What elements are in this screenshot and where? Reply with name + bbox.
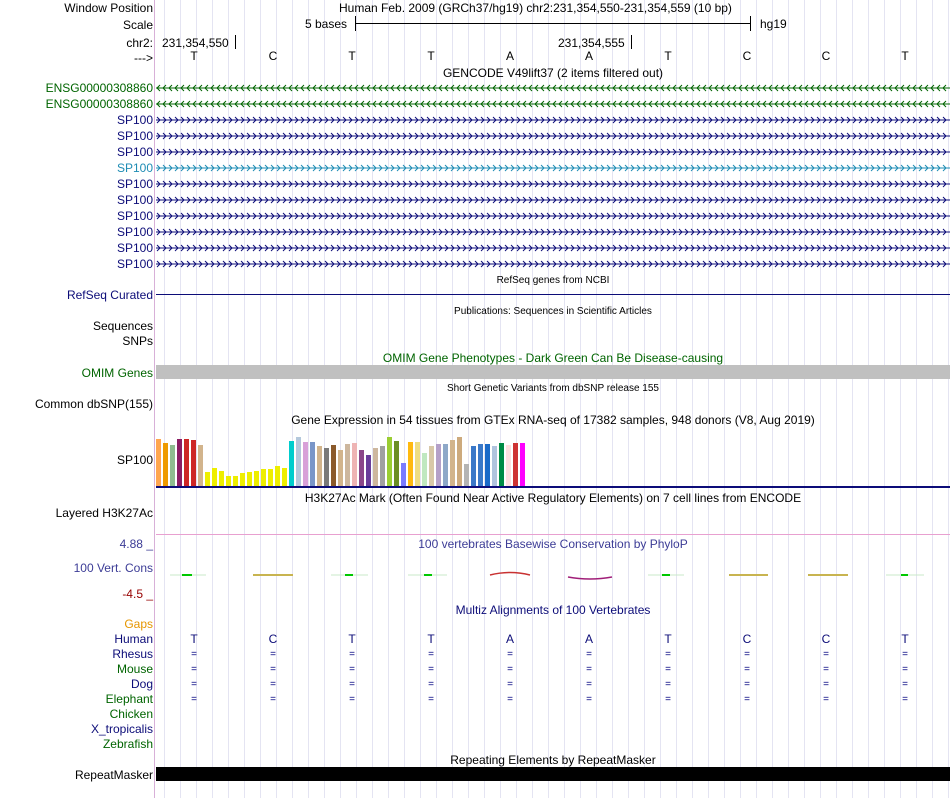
alignment-match: = xyxy=(270,694,276,705)
gencode-item-label[interactable]: SP100 xyxy=(116,113,153,127)
human-base: C xyxy=(742,632,752,646)
gtex-tissue-bar[interactable] xyxy=(247,472,252,486)
h3k27ac-baseline xyxy=(156,534,950,535)
human-base: C xyxy=(821,632,831,646)
coord-left: 231,354,550 xyxy=(162,36,229,50)
phylop-min: -4.5 _ xyxy=(122,587,153,601)
gtex-tissue-bar[interactable] xyxy=(205,472,210,486)
gencode-item-line[interactable] xyxy=(156,195,950,205)
alignment-match: = xyxy=(270,664,276,675)
gencode-item-line[interactable] xyxy=(156,83,950,93)
gtex-tissue-bar[interactable] xyxy=(492,446,497,486)
scale-bar-right-tick xyxy=(750,16,751,31)
alignment-match: = xyxy=(349,679,355,690)
alignment-match: = xyxy=(507,664,513,675)
gencode-item-label[interactable]: SP100 xyxy=(116,177,153,191)
gtex-tissue-bar[interactable] xyxy=(464,464,469,486)
gtex-tissue-bar[interactable] xyxy=(506,445,511,486)
scale-label: Scale xyxy=(122,18,153,32)
gtex-tissue-bar[interactable] xyxy=(408,442,413,486)
gtex-tissue-bar[interactable] xyxy=(401,463,406,486)
alignment-match: = xyxy=(349,664,355,675)
alignment-match: = xyxy=(744,649,750,660)
base-letter: C xyxy=(742,49,752,63)
gtex-tissue-bar[interactable] xyxy=(443,444,448,486)
alignment-match: = xyxy=(428,694,434,705)
base-letter: A xyxy=(584,49,593,63)
gtex-tissue-bar[interactable] xyxy=(520,443,525,486)
base-letter: T xyxy=(348,49,356,63)
species-label[interactable]: Elephant xyxy=(105,692,153,706)
alignment-match: = xyxy=(902,679,908,690)
species-label[interactable]: Dog xyxy=(130,677,153,691)
alignment-match: = xyxy=(349,694,355,705)
alignment-match: = xyxy=(428,664,434,675)
gtex-tissue-bar[interactable] xyxy=(485,444,490,486)
gtex-tissue-bar[interactable] xyxy=(289,441,294,486)
alignment-match: = xyxy=(744,694,750,705)
h3k27ac-title: H3K27Ac Mark (Often Found Near Active Regulatory Elements) on 7 cell lines from ENCODE xyxy=(304,491,802,505)
base-letter: T xyxy=(427,49,435,63)
phylop-label[interactable]: 100 Vert. Cons xyxy=(73,561,153,575)
gtex-tissue-bar[interactable] xyxy=(219,471,224,486)
gencode-item-line[interactable] xyxy=(156,115,950,125)
gtex-tissue-bar[interactable] xyxy=(240,473,245,486)
gtex-tissue-bar[interactable] xyxy=(366,455,371,486)
publications-title: Publications: Sequences in Scientific Articles xyxy=(454,306,652,317)
gencode-item-line[interactable] xyxy=(156,163,950,173)
gtex-tissue-bar[interactable] xyxy=(429,446,434,486)
sequences-label[interactable]: Sequences xyxy=(92,319,153,333)
gtex-tissue-bar[interactable] xyxy=(317,446,322,486)
repeatmasker-title: Repeating Elements by RepeatMasker xyxy=(450,753,656,767)
assembly-position: Human Feb. 2009 (GRCh37/hg19) chr2:231,354,550-231,354,559 (10 bp) xyxy=(339,1,732,15)
gencode-item-line[interactable] xyxy=(156,211,950,221)
gtex-tissue-bar[interactable] xyxy=(198,445,203,486)
gencode-item-label[interactable]: SP100 xyxy=(116,145,153,159)
refseq-gene-line[interactable] xyxy=(156,294,950,295)
gtex-tissue-bar[interactable] xyxy=(422,453,427,486)
alignment-match: = xyxy=(665,664,671,675)
gtex-tissue-bar[interactable] xyxy=(310,442,315,486)
gtex-tissue-bar[interactable] xyxy=(359,450,364,486)
alignment-match: = xyxy=(270,649,276,660)
gtex-tissue-bar[interactable] xyxy=(457,437,462,486)
dbsnp-title: Short Genetic Variants from dbSNP release 155 xyxy=(447,383,659,394)
alignment-match: = xyxy=(744,664,750,675)
alignment-match: = xyxy=(586,694,592,705)
gtex-tissue-bar[interactable] xyxy=(261,469,266,486)
alignment-match: = xyxy=(902,649,908,660)
gencode-item-label[interactable]: SP100 xyxy=(116,193,153,207)
gtex-tissue-bar[interactable] xyxy=(296,437,301,486)
coord-left-tick xyxy=(235,35,236,49)
gtex-tissue-bar[interactable] xyxy=(254,471,259,486)
multiz-title: Multiz Alignments of 100 Vertebrates xyxy=(455,603,651,617)
alignment-match: = xyxy=(191,679,197,690)
gtex-title: Gene Expression in 54 tissues from GTEx RNA-seq of 17382 samples, 948 donors (V8, Aug 2019) xyxy=(291,413,815,427)
species-label[interactable]: X_tropicalis xyxy=(90,722,153,736)
gtex-tissue-bar[interactable] xyxy=(338,450,343,486)
scale-db: hg19 xyxy=(760,17,787,31)
gtex-tissue-bar[interactable] xyxy=(352,443,357,486)
gtex-tissue-bar[interactable] xyxy=(184,439,189,486)
label-gutter-divider xyxy=(154,0,155,798)
omim-gene-block[interactable] xyxy=(156,365,950,379)
species-label[interactable]: Mouse xyxy=(116,662,153,676)
alignment-match: = xyxy=(823,649,829,660)
gencode-item-label[interactable]: SP100 xyxy=(116,241,153,255)
human-base: C xyxy=(268,632,278,646)
gtex-tissue-bar[interactable] xyxy=(373,448,378,486)
species-label[interactable]: Chicken xyxy=(109,707,153,721)
gencode-item-label[interactable]: SP100 xyxy=(116,209,153,223)
human-base: T xyxy=(190,632,198,646)
gtex-tissue-bar[interactable] xyxy=(303,442,308,486)
gtex-tissue-bar[interactable] xyxy=(471,446,476,486)
alignment-match: = xyxy=(349,649,355,660)
gtex-tissue-bar[interactable] xyxy=(450,440,455,486)
alignment-match: = xyxy=(191,649,197,660)
gtex-tissue-bar[interactable] xyxy=(170,445,175,486)
window-position-label: Window Position xyxy=(64,1,153,15)
gtex-tissue-bar[interactable] xyxy=(226,476,231,486)
species-label[interactable]: Rhesus xyxy=(112,647,153,661)
gencode-item-line[interactable] xyxy=(156,147,950,157)
phylop-max: 4.88 _ xyxy=(119,537,153,551)
alignment-match: = xyxy=(744,679,750,690)
phylop-wiggle[interactable] xyxy=(156,565,950,585)
alignment-match: = xyxy=(507,694,513,705)
human-base: A xyxy=(584,632,593,646)
alignment-match: = xyxy=(823,694,829,705)
base-letter: T xyxy=(664,49,672,63)
alignment-match: = xyxy=(507,679,513,690)
gtex-tissue-bar[interactable] xyxy=(513,443,518,486)
species-label[interactable]: Human xyxy=(114,632,153,646)
human-base: T xyxy=(348,632,356,646)
base-letter: C xyxy=(268,49,278,63)
gtex-tissue-bar[interactable] xyxy=(282,468,287,486)
gtex-bar-chart[interactable] xyxy=(156,430,950,486)
human-base: T xyxy=(664,632,672,646)
refseq-title: RefSeq genes from NCBI xyxy=(496,275,610,286)
alignment-match: = xyxy=(586,679,592,690)
alignment-match: = xyxy=(428,679,434,690)
repeatmasker-label[interactable]: RepeatMasker xyxy=(74,768,153,782)
gencode-item-label[interactable]: SP100 xyxy=(116,225,153,239)
species-label[interactable]: Zebrafish xyxy=(102,737,153,751)
human-base: T xyxy=(901,632,909,646)
scale-text: 5 bases xyxy=(305,17,348,31)
gtex-gene-line xyxy=(156,486,950,488)
alignment-match: = xyxy=(586,649,592,660)
gtex-tissue-bar[interactable] xyxy=(275,466,280,486)
gencode-item-label[interactable]: SP100 xyxy=(116,257,153,271)
dbsnp-label[interactable]: Common dbSNP(155) xyxy=(34,397,153,411)
alignment-match: = xyxy=(191,664,197,675)
scale-bar xyxy=(355,23,751,24)
chrom-label: chr2: xyxy=(126,36,153,50)
human-base: T xyxy=(427,632,435,646)
gtex-tissue-bar[interactable] xyxy=(499,443,504,486)
gtex-tissue-bar[interactable] xyxy=(387,437,392,486)
gtex-tissue-bar[interactable] xyxy=(345,444,350,486)
gaps-label[interactable]: Gaps xyxy=(124,617,153,631)
gencode-item-label[interactable]: SP100 xyxy=(116,129,153,143)
gtex-tissue-bar[interactable] xyxy=(163,443,168,486)
gtex-tissue-bar[interactable] xyxy=(331,445,336,486)
alignment-match: = xyxy=(823,664,829,675)
alignment-match: = xyxy=(665,694,671,705)
repeatmasker-element[interactable] xyxy=(156,767,950,781)
gtex-tissue-bar[interactable] xyxy=(268,469,273,486)
gtex-tissue-bar[interactable] xyxy=(156,439,161,486)
coord-mid-tick xyxy=(631,35,632,49)
alignment-match: = xyxy=(270,679,276,690)
gtex-tissue-bar[interactable] xyxy=(478,444,483,486)
gencode-item-line[interactable] xyxy=(156,227,950,237)
base-letter: A xyxy=(505,49,514,63)
snps-label[interactable]: SNPs xyxy=(122,334,153,348)
gtex-tissue-bar[interactable] xyxy=(436,444,441,486)
h3k27ac-label[interactable]: Layered H3K27Ac xyxy=(55,506,153,520)
alignment-match: = xyxy=(902,664,908,675)
strand-label: ---> xyxy=(134,51,153,65)
gencode-title: GENCODE V49lift37 (2 items filtered out) xyxy=(442,66,664,80)
alignment-match: = xyxy=(586,664,592,675)
gtex-tissue-bar[interactable] xyxy=(191,440,196,486)
human-base: A xyxy=(505,632,514,646)
alignment-match: = xyxy=(665,649,671,660)
gtex-tissue-bar[interactable] xyxy=(415,442,420,486)
gtex-tissue-bar[interactable] xyxy=(394,441,399,486)
gtex-tissue-bar[interactable] xyxy=(380,446,385,486)
alignment-match: = xyxy=(823,679,829,690)
gtex-tissue-bar[interactable] xyxy=(233,476,238,486)
gtex-tissue-bar[interactable] xyxy=(212,468,217,486)
gencode-item-line[interactable] xyxy=(156,243,950,253)
alignment-match: = xyxy=(507,649,513,660)
gencode-item-line[interactable] xyxy=(156,259,950,269)
gencode-item-label[interactable]: ENSG00000308860 xyxy=(45,81,153,95)
coord-mid: 231,354,555 xyxy=(558,36,625,50)
gencode-item-label[interactable]: ENSG00000308860 xyxy=(45,97,153,111)
gencode-item-line[interactable] xyxy=(156,131,950,141)
gencode-item-line[interactable] xyxy=(156,179,950,189)
alignment-match: = xyxy=(902,694,908,705)
alignment-match: = xyxy=(665,679,671,690)
omim-title: OMIM Gene Phenotypes - Dark Green Can Be Disease-causing xyxy=(382,351,724,365)
gencode-item-label[interactable]: SP100 xyxy=(116,161,153,175)
base-letter: T xyxy=(901,49,909,63)
gencode-item-line[interactable] xyxy=(156,99,950,109)
gtex-tissue-bar[interactable] xyxy=(177,439,182,486)
gtex-tissue-bar[interactable] xyxy=(324,448,329,486)
base-letter: T xyxy=(190,49,198,63)
alignment-match: = xyxy=(191,694,197,705)
base-letter: C xyxy=(821,49,831,63)
phylop-title: 100 vertebrates Basewise Conservation by PhyloP xyxy=(418,537,688,551)
alignment-match: = xyxy=(428,649,434,660)
refseq-label[interactable]: RefSeq Curated xyxy=(66,288,153,302)
gtex-label[interactable]: SP100 xyxy=(116,453,153,467)
omim-label[interactable]: OMIM Genes xyxy=(81,366,153,380)
